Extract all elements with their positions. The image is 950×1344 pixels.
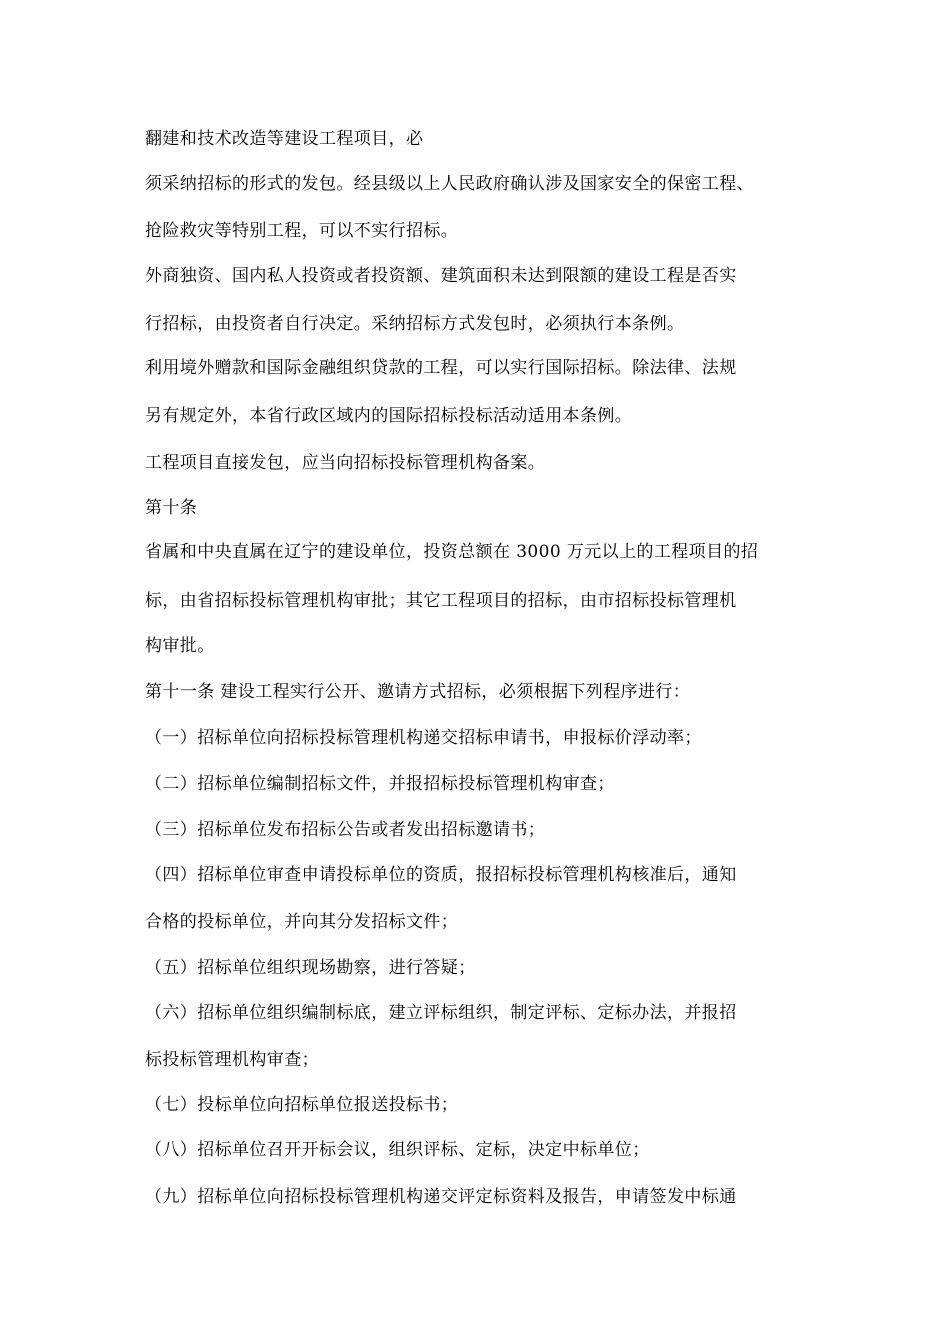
procedure-item-4: （四）招标单位审查申请投标单位的资质，报招标投标管理机构核准后，通知 (145, 865, 737, 885)
procedure-item-4-cont: 合格的投标单位，并向其分发招标文件； (145, 912, 459, 932)
text-line-10: 省属和中央直属在辽宁的建设单位，投资总额在 3000 万元以上的工程项目的招 (145, 542, 759, 562)
article-heading-11: 第十一条 建设工程实行公开、邀请方式招标，必须根据下列程序进行： (145, 682, 691, 702)
procedure-item-6-cont: 标投标管理机构审查； (145, 1050, 319, 1070)
article-heading-10: 第十条 (145, 498, 198, 518)
text-line-8: 工程项目直接发包，应当向招标投标管理机构备案。 (145, 453, 546, 473)
text-line-4: 外商独资、国内私人投资或者投资额、建筑面积未达到限额的建设工程是否实 (145, 266, 737, 286)
procedure-item-9: （九）招标单位向招标投标管理机构递交评定标资料及报告，申请签发中标通 (145, 1187, 737, 1207)
text-line-11: 标，由省招标投标管理机构审批；其它工程项目的招标，由市招标投标管理机 (145, 591, 737, 611)
text-line-2: 须采纳招标的形式的发包。经县级以上人民政府确认涉及国家安全的保密工程、 (145, 174, 754, 194)
text-line-1: 翻建和技术改造等建设工程项目，必 (145, 129, 424, 149)
procedure-item-5: （五）招标单位组织现场勘察，进行答疑； (145, 958, 476, 978)
procedure-item-2: （二）招标单位编制招标文件，并报招标投标管理机构审查； (145, 774, 615, 794)
text-line-3: 抢险救灾等特别工程，可以不实行招标。 (145, 221, 459, 241)
procedure-item-1: （一）招标单位向招标投标管理机构递交招标申请书，申报标价浮动率； (145, 728, 702, 748)
text-line-7: 另有规定外，本省行政区域内的国际招标投标活动适用本条例。 (145, 406, 633, 426)
text-line-5: 行招标，由投资者自行决定。采纳招标方式发包时，必须执行本条例。 (145, 314, 685, 334)
text-line-6: 利用境外赠款和国际金融组织贷款的工程，可以实行国际招标。除法律、法规 (145, 358, 737, 378)
procedure-item-3: （三）招标单位发布招标公告或者发出招标邀请书； (145, 820, 546, 840)
procedure-item-7: （七）投标单位向招标单位报送投标书； (145, 1095, 459, 1115)
text-line-12: 构审批。 (145, 636, 215, 656)
procedure-item-8: （八）招标单位召开开标会议，组织评标、定标，决定中标单位； (145, 1140, 650, 1160)
procedure-item-6: （六）招标单位组织编制标底，建立评标组织，制定评标、定标办法，并报招 (145, 1003, 737, 1023)
